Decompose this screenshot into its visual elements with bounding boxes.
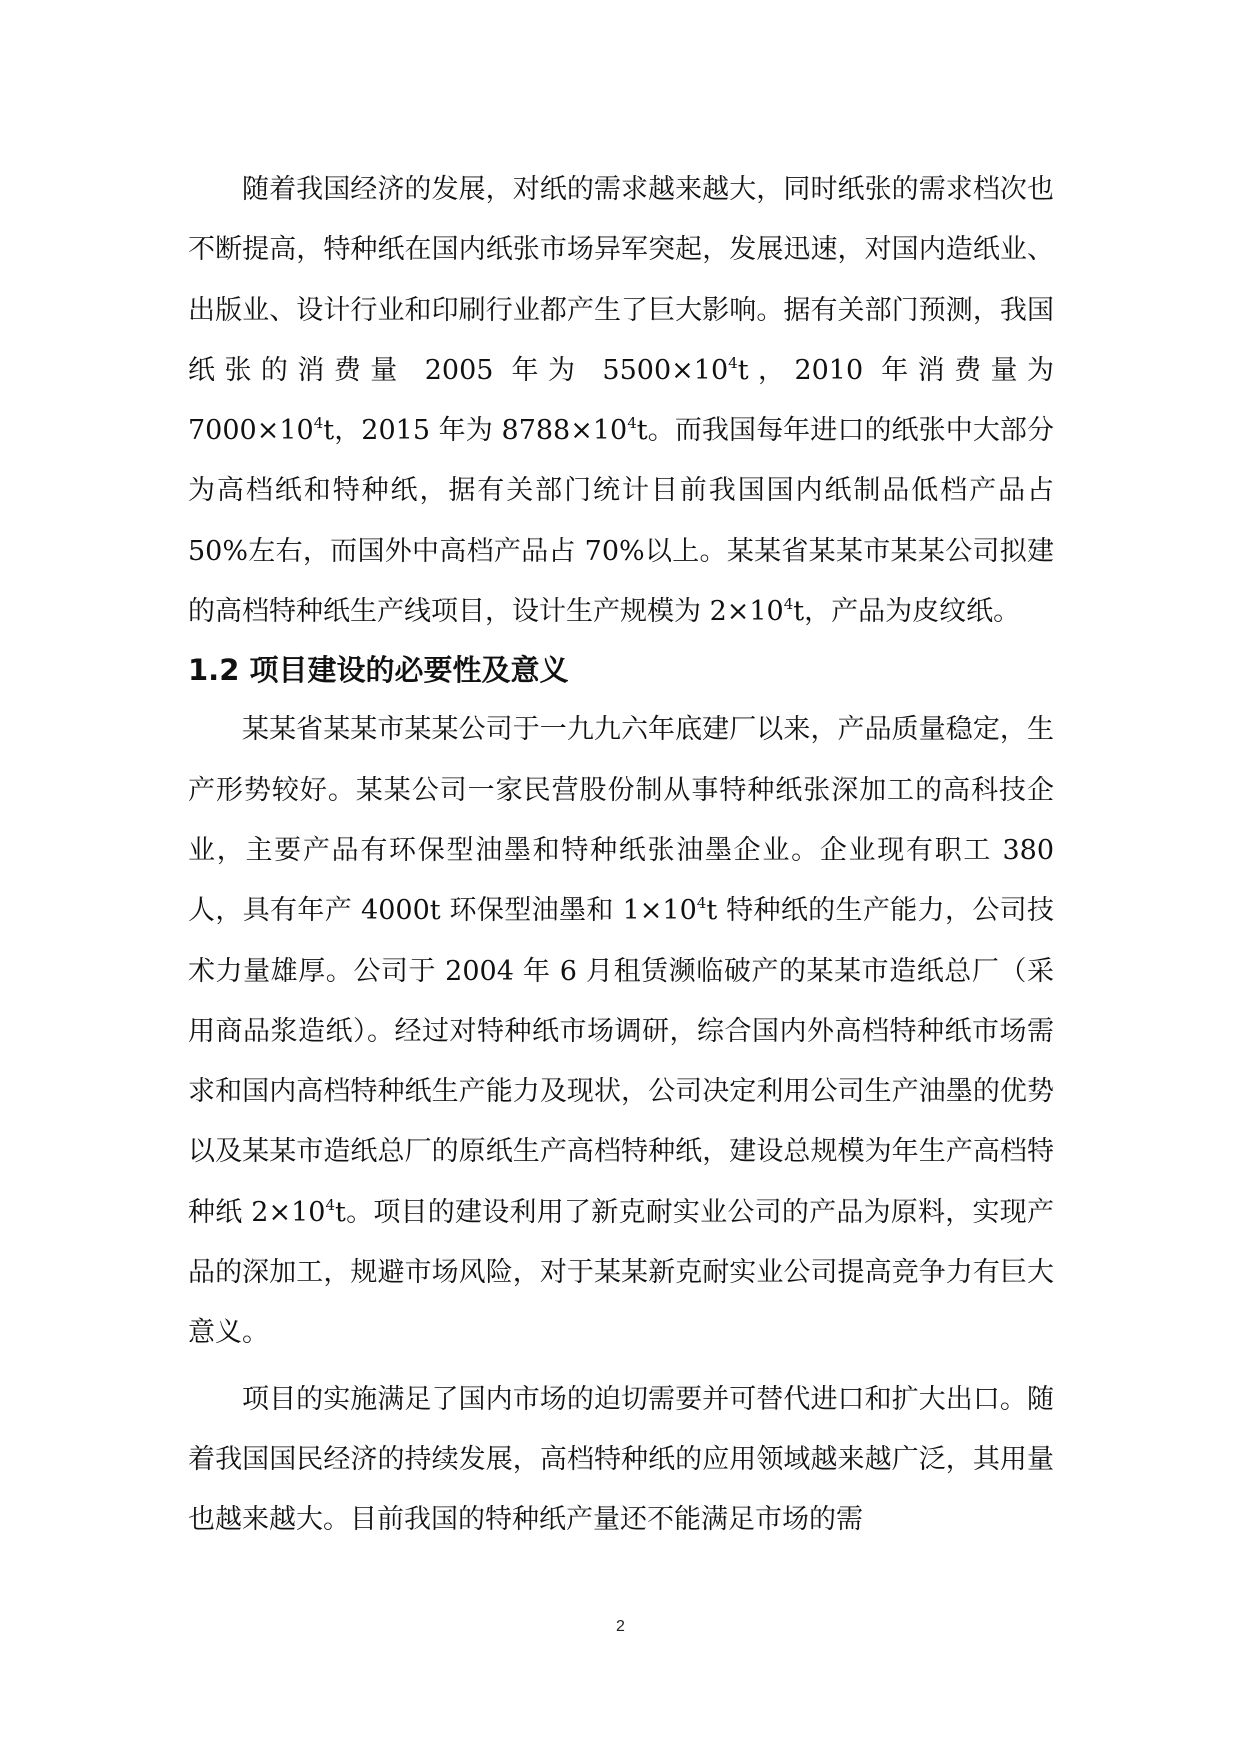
section-heading: 1.2 项目建设的必要性及意义 [188, 653, 569, 688]
text-segment: t，产品为皮纹纸。 [793, 596, 1021, 628]
superscript: 4 [313, 414, 324, 433]
superscript: 4 [696, 894, 707, 913]
text-segment: t。项目的建设利用了新克耐实业公司的产品为原料，实现产品的深加工，规避市场风险，对于某某新克耐实业公司提高竞争力有巨大意义。 [188, 1196, 1054, 1349]
paragraph-market-background [188, 160, 1054, 642]
text-segment: t 特种纸的生产能力，公司技术力量雄厚。公司于 2004 年 6 月租赁濒临破产的某某市造纸总厂（采用商品浆造纸）。经过对特种纸市场调研，综合国内外高档特种纸市场需求和国内高档特种纸生产能力及现状，公司决定利用公司生产油墨的优势以及某某市造纸总厂的原纸生产高档特种纸，建设总规模为年生产高档特种纸 2×10 [188, 895, 1055, 1228]
superscript: 4 [325, 1195, 335, 1214]
text-segment: t，2010 年消费量为7000×10 [188, 354, 1054, 447]
text-segment: t，2015 年为 8788×10 [323, 415, 628, 447]
text-segment: t。而我国每年进口的纸张中大部分为高档纸和特种纸，据有关部门统计目前我国国内纸制品低档产品占 50%左右，而国外中高档产品占 70%以上。某某省某某市某某公司拟建的高档特种纸生产线项目，设计生产规模为 2×10 [188, 415, 1055, 628]
superscript: 4 [728, 353, 738, 372]
page-number: 2 [616, 1618, 625, 1635]
superscript: 4 [627, 414, 637, 433]
text-segment: 某某省某某市某某公司于一九九六年底建厂以来，产品质量稳定，生产形势较好。某某公司一家民营股份制从事特种纸张深加工的高科技企业，主要产品有环保型油墨和特种纸张油墨企业。企业现有职工 380 人，具有年产 4000t 环保型油墨和 1×10 [188, 714, 1054, 927]
text-segment: 随着我国经济的发展，对纸的需求越来越大，同时纸张的需求档次也不断提高，特种纸在国内纸张市场异军突起，发展迅速，对国内造纸业、出版业、设计行业和印刷行业都产生了巨大影响。据有关部门预测，我国纸张的消费量 2005 年为 5500×10 [188, 174, 1054, 386]
superscript: 4 [783, 595, 794, 614]
paragraph-project-significance: 项目的实施满足了国内市场的迫切需要并可替代进口和扩大出口。随着我国国民经济的持续发展，高档特种纸的应用领域越来越广泛，其用量也越来越大。目前我国的特种纸产量还不能满足市场的需 [188, 1383, 1054, 1536]
paragraph-company-overview [188, 700, 1054, 1363]
document-body [188, 160, 1054, 1551]
